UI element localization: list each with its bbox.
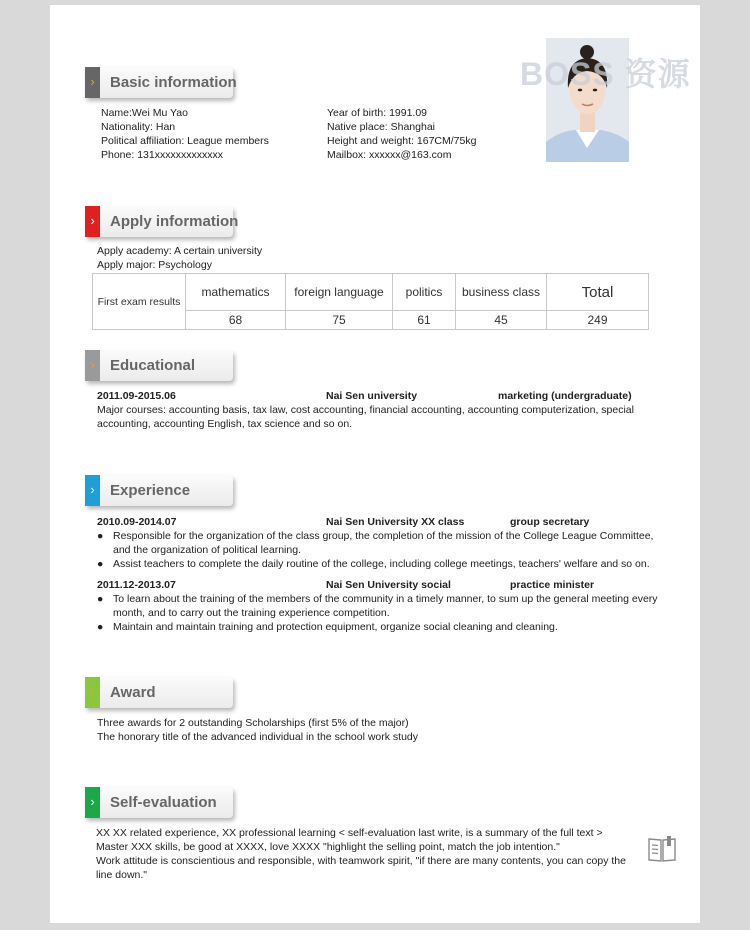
edu-school: Nai Sen university (326, 390, 418, 402)
award-line1: Three awards for 2 outstanding Scholarships (first 5% of the major) (97, 717, 409, 729)
basic-phone: Phone: 131xxxxxxxxxxxxx (101, 149, 223, 161)
exp2-period: 2011.12-2013.07 (97, 579, 176, 591)
section-title: Educational (110, 357, 196, 374)
edu-period: 2011.09-2015.06 (97, 390, 176, 402)
exp1-role: group secretary (510, 516, 590, 528)
exam-results-table (92, 273, 649, 330)
section-tab-basic (85, 67, 100, 98)
section-header-exp (85, 475, 233, 506)
self-line3: Work attitude is conscientious and responsible, with teamwork spirit, "if there are many contents, you can copy the (96, 855, 626, 867)
bullet-icon: ● (97, 593, 104, 605)
basic-birth: Year of birth: 1991.09 (327, 107, 428, 119)
basic-nationality: Nationality: Han (101, 121, 176, 133)
award-line2: The honorary title of the advanced individual in the school work study (97, 731, 419, 743)
table-cell: 68 (186, 311, 286, 330)
basic-political: Political affiliation: League members (101, 135, 269, 147)
chevron-right-icon: › (90, 794, 95, 809)
section-title: Award (110, 684, 156, 701)
table-cell: 61 (393, 311, 456, 330)
table-header-cell: mathematics (186, 274, 286, 311)
basic-name: Name:Wei Mu Yao (101, 107, 188, 119)
exp1-bullet1: Responsible for the organization of the class group, the completion of the mission of the College League Committee, and the organization of political learning. (113, 530, 654, 556)
self-line1: XX XX related experience, XX professional learning < self-evaluation last write, is a summary of the full text > (96, 827, 603, 839)
basic-native: Native place: Shanghai (327, 121, 435, 133)
section-tab-edu (85, 350, 100, 381)
basic-mail: Mailbox: xxxxxx@163.com (327, 149, 452, 161)
exp1-org: Nai Sen University XX class (326, 516, 465, 528)
table-cell: 45 (456, 311, 547, 330)
section-header-edu (85, 350, 233, 381)
section-header-self (85, 787, 233, 818)
self-line4: line down." (96, 869, 148, 881)
apply-academy: Apply academy: A certain university (97, 245, 263, 257)
table-header-cell: business class (456, 274, 547, 311)
watermark: BOSS 资源 (520, 56, 691, 92)
book-icon (647, 834, 677, 864)
exp1-bullet2: Assist teachers to complete the daily routine of the college, including college meetings, teachers' welfare and so on. (113, 558, 650, 570)
exp2-bullet1: To learn about the training of the members of the community in a timely manner, to sum up the general meeting every month, and to carry out the training experience competition. (113, 593, 658, 619)
bullet-icon: ● (97, 621, 104, 633)
exp2-role: practice minister (510, 579, 595, 591)
table-header-cell: foreign language (286, 274, 393, 311)
section-header-award (85, 677, 233, 708)
section-title: Experience (110, 482, 191, 499)
chevron-right-icon: › (90, 684, 95, 699)
section-tab-apply (85, 206, 100, 237)
chevron-right-icon: › (90, 357, 95, 372)
basic-height: Height and weight: 167CM/75kg (327, 135, 477, 147)
exp1-period: 2010.09-2014.07 (97, 516, 177, 528)
table-cell: 75 (286, 311, 393, 330)
section-title: Apply information (110, 213, 239, 230)
section-tab-award (85, 677, 100, 708)
section-header-basic (85, 67, 237, 98)
section-title: Basic information (110, 74, 237, 91)
chevron-right-icon: › (90, 74, 95, 89)
table-cell: 249 (547, 311, 649, 330)
table-header-cell: politics (393, 274, 456, 311)
resume-page (50, 5, 700, 923)
section-tab-self (85, 787, 100, 818)
edu-courses-line1: Major courses: accounting basis, tax law, cost accounting, financial accounting, accounting computerization, special (97, 404, 634, 416)
chevron-right-icon: › (90, 482, 95, 497)
section-tab-exp (85, 475, 100, 506)
edu-courses-line2: accounting, accounting English, tax science and so on. (97, 418, 353, 430)
table-header-cell: Total (547, 274, 649, 311)
chevron-right-icon: › (90, 213, 95, 228)
exp2-bullet2: Maintain and maintain training and protection equipment, organize social cleaning and cleaning. (113, 621, 558, 633)
bullet-icon: ● (97, 530, 104, 542)
edu-degree: marketing (undergraduate) (498, 390, 632, 402)
exp2-org: Nai Sen University social (326, 579, 451, 591)
apply-major: Apply major: Psychology (97, 259, 212, 271)
table-row-label: First exam results (93, 274, 186, 330)
section-title: Self-evaluation (110, 794, 217, 811)
section-header-apply (85, 206, 239, 237)
self-line2: Master XXX skills, be good at XXXX, love XXXX "highlight the selling point, match the job intention." (96, 841, 560, 853)
bullet-icon: ● (97, 558, 104, 570)
